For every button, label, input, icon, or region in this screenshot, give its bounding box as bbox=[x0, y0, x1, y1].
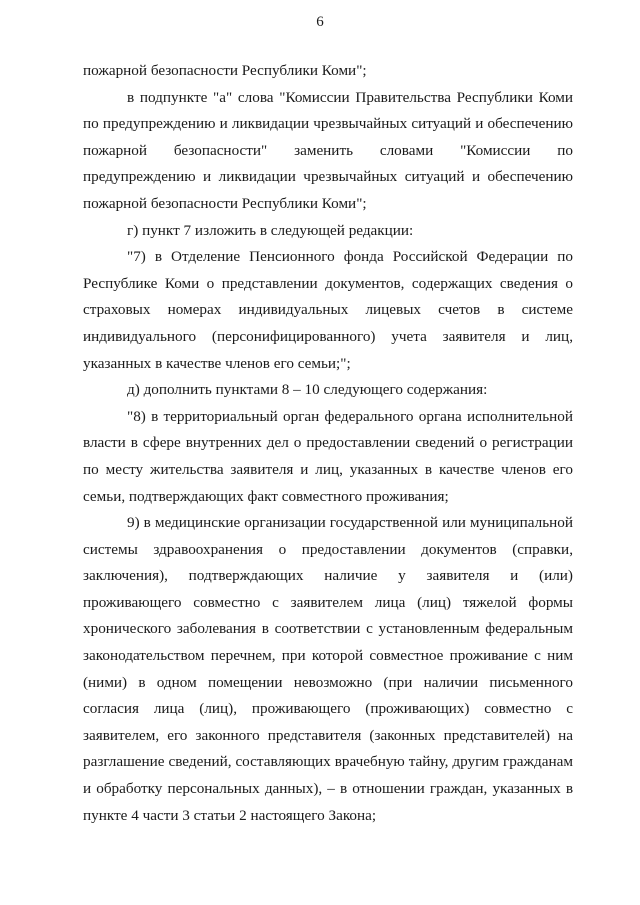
paragraph-point-7: "7) в Отделение Пенсионного фонда Российской Федерации по Республике Коми о представлении документов, содержащих сведения о страховых номерах индивидуальных лицевых счетов в системе индивидуального (персонифицированного) учета заявителя и лиц, указанных в качестве членов его семьи;"; bbox=[83, 248, 573, 372]
page-number: 6 bbox=[316, 14, 324, 30]
document-body bbox=[83, 58, 573, 829]
paragraph-item-g: г) пункт 7 изложить в следующей редакции: bbox=[127, 221, 414, 239]
paragraph-item-d: д) дополнить пунктами 8 – 10 следующего содержания: bbox=[127, 381, 488, 399]
paragraph-continuation: пожарной безопасности Республики Коми"; bbox=[83, 62, 367, 79]
paragraph-subparagraph-a: в подпункте "а" слова "Комиссии Правительства Республики Коми по предупреждению и ликвидации чрезвычайных ситуаций и обеспечению пожарной безопасности" заменить словами "Комиссии по предупреждению и ликвидации чрезвычайных ситуаций и обеспечению пожарной безопасности Республики Коми"; bbox=[83, 88, 573, 212]
paragraph-point-8: "8) в территориальный орган федерального органа исполнительной власти в сфере внутренних дел о предоставлении сведений о регистрации по месту жительства заявителя и лиц, указанных в качестве членов его семьи, подтверждающих факт совместного проживания; bbox=[83, 407, 573, 505]
paragraph-point-9: 9) в медицинские организации государственной или муниципальной системы здравоохранения о предоставлении документов (справки, заключения), подтверждающих наличие у заявителя и (или) проживающего совместно с заявителем лица (лиц) тяжелой формы хронического заболевания в соответствии с установленным федеральным законодательством перечнем, при которой совместное проживание с ним (ними) в одном помещении невозможно (при наличии письменного согласия лица (лиц), проживающего (проживающих) совместно с заявителем, его законного представителя (законных представителей) на разглашение сведений, составляющих врачебную тайну, другим гражданам и обработку персональных данных), – в отношении граждан, указанных в пункте 4 части 3 статьи 2 настоящего Закона; bbox=[83, 514, 573, 824]
